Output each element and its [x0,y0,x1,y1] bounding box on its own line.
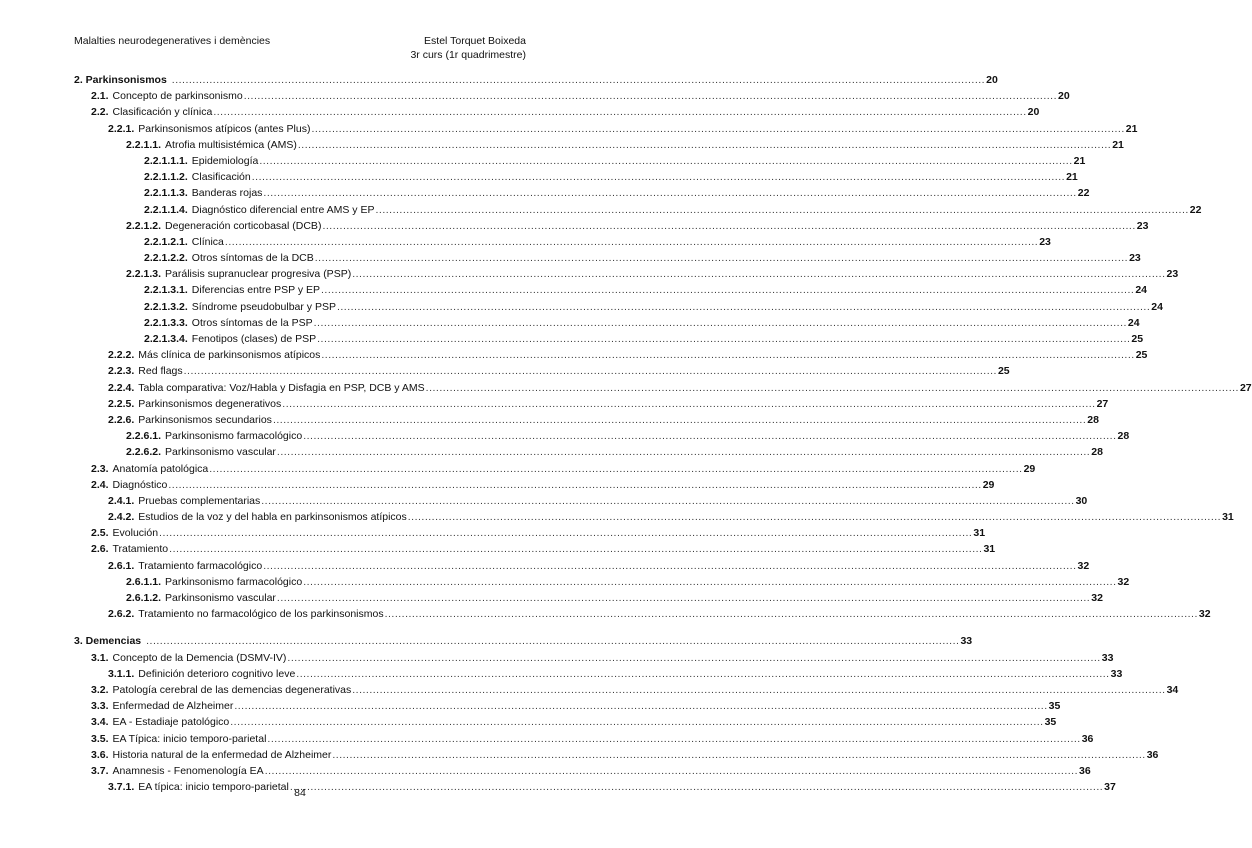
toc-entry[interactable] [74,234,1051,250]
toc-dot-leader [322,218,1135,234]
toc-entry-title: Historia natural de la enfermedad de Alzheimer [112,748,332,761]
toc-entry-title: Concepto de parkinsonismo [112,90,243,103]
toc-entry-page: 23 [1129,252,1141,265]
toc-dot-leader [408,509,1221,525]
toc-section-gap [74,622,527,633]
toc-dot-leader [259,153,1072,169]
toc-dot-leader [252,169,1065,185]
toc-entry-page: 27 [1239,381,1252,394]
toc-entry-title: Otros síntomas de la DCB [191,252,314,265]
toc-entry-title: Parkinsonismo vascular [165,446,276,459]
toc-chapter-entry[interactable] [74,633,973,649]
toc-dot-leader [352,682,1165,698]
toc-entry-title: Tratamiento no farmacológico de los parkinsonismos [138,608,384,621]
toc-dot-leader [146,633,959,649]
toc-entry-title: Parkinsonismo farmacológico [165,430,303,443]
toc-entry[interactable] [74,218,1149,234]
toc-entry-number: 3. Demencias [74,635,142,648]
toc-entry-number: 2.2.1.1.2. [144,171,188,184]
toc-entry-number: 2.2.1.3.1. [144,284,188,297]
header-author: Estel Torquet Boixeda [424,35,526,47]
toc-entry-title: Epidemiología [191,154,259,167]
toc-entry-title: Clasificación y clínica [112,106,213,119]
toc-entry-title: Red flags [138,365,183,378]
toc-entry-number: 3.3. [91,700,109,713]
toc-entry-number: 3.7.1. [108,781,135,794]
toc-entry-page: 28 [1087,413,1099,426]
toc-entry[interactable] [74,412,1099,428]
toc-entry-number: 2.6.1.2. [126,592,162,604]
toc-entry[interactable] [74,590,1103,606]
toc-dot-leader [168,477,981,493]
toc-entry-page: 37 [1104,781,1116,794]
toc-entry-page: 36 [1079,764,1091,777]
toc-entry[interactable] [74,477,995,493]
toc-dot-leader [225,234,1038,250]
toc-entry[interactable] [74,714,1057,730]
toc-entry-number: 2.2.1.1.1. [144,154,188,167]
toc-entry[interactable] [74,444,1103,460]
header-author-block [410,34,526,62]
toc-dot-leader [169,541,982,557]
toc-dot-leader [375,202,1188,218]
toc-entry-number: 2.2.1.1. [126,138,162,151]
header-course-year: 3r curs (1r quadrimestre) [410,49,526,61]
toc-entry-title: Diagnóstico diferencial entre AMS y EP [191,203,375,216]
toc-entry[interactable] [74,169,1078,185]
toc-entry[interactable] [74,347,1148,363]
toc-entry-number: 2.2.1.1.4. [144,203,188,216]
toc-entry-number: 2.5. [91,527,109,540]
toc-dot-leader [213,104,1026,120]
toc-dot-leader [277,590,1090,606]
toc-entry[interactable] [74,698,1061,714]
toc-entry[interactable] [74,574,1130,590]
toc-entry-title: Clínica [191,235,224,248]
toc-entry-title: Tratamiento farmacológico [138,559,263,572]
toc-entry[interactable] [74,493,1088,509]
toc-entry-page: 23 [1039,235,1051,248]
toc-entry[interactable] [74,363,1010,379]
toc-entry-page: 23 [1166,268,1179,281]
toc-entry-title: Parkinsonismo farmacológico [165,575,303,588]
toc-dot-leader [317,331,1130,347]
header-course-title: Malalties neurodegeneratives i demències [74,35,271,47]
toc-entry-number: 2.3. [91,462,109,475]
toc-entry-page: 30 [1075,494,1088,507]
toc-entry-title: Estudios de la voz y del habla en parkinsonismos atípicos [138,511,407,524]
toc-entry-page: 32 [1077,559,1090,572]
toc-dot-leader [287,650,1100,666]
toc-entry-page: 32 [1117,575,1130,588]
toc-entry-page: 27 [1096,397,1109,410]
toc-entry[interactable] [74,525,986,541]
toc-entry-title: Concepto de la Demencia (DSMV-IV) [112,651,287,664]
toc-entry[interactable] [74,666,1123,682]
toc-dot-leader [230,714,1043,730]
toc-entry[interactable] [74,299,1163,315]
toc-entry-page: 25 [1135,349,1148,362]
toc-dot-leader [303,428,1116,444]
toc-entry-page: 22 [1189,203,1202,216]
toc-dot-leader [244,88,1057,104]
toc-dot-leader [184,363,997,379]
toc-entry[interactable] [74,153,1086,169]
toc-entry-title: Clasificación [191,171,251,184]
toc-entry-page: 21 [1112,138,1124,151]
toc-entry-page: 22 [1077,187,1090,200]
toc-entry[interactable] [74,202,1202,218]
toc-dot-leader [282,396,1095,412]
toc-entry-title: Banderas rojas [191,187,263,200]
toc-dot-leader [385,606,1198,622]
toc-entry-title: Enfermedad de Alzheimer [112,700,234,713]
table-of-contents [74,72,1252,795]
toc-entry-title: Degeneración corticobasal (DCB) [165,219,322,232]
toc-entry[interactable] [74,266,1179,282]
toc-entry-number: 2.2.1.3.2. [144,300,188,313]
toc-entry-page: 33 [1110,667,1123,680]
toc-entry-title: Síndrome pseudobulbar y PSP [191,300,336,313]
toc-entry-title: EA Típica: inicio temporo-parietal [112,732,267,745]
toc-entry-number: 3.1. [91,651,109,664]
toc-dot-leader [296,666,1109,682]
toc-entry-title: Patología cerebral de las demencias degenerativas [112,683,352,696]
toc-entry-number: 3.1.1. [108,667,135,680]
toc-entry[interactable] [74,428,1130,444]
toc-entry-title: Pruebas complementarias [138,494,261,507]
toc-entry-page: 20 [986,74,998,86]
toc-dot-leader [352,266,1165,282]
toc-entry[interactable] [74,541,996,557]
toc-chapter-entry[interactable] [74,72,998,88]
toc-entry[interactable] [74,315,1140,331]
toc-entry-number: 2.2.1.3.3. [144,316,188,329]
toc-entry-page: 28 [1117,430,1130,443]
toc-entry-number: 2.2.6. [108,413,135,426]
toc-dot-leader [172,72,985,88]
toc-dot-leader [337,299,1150,315]
toc-entry[interactable] [74,731,1094,747]
toc-entry[interactable] [74,509,1234,525]
toc-entry-number: 2.2.1.2.1. [144,235,188,248]
toc-entry-number: 2.2.5. [108,397,135,410]
toc-dot-leader [277,444,1090,460]
toc-entry-number: 2. Parkinsonismos [74,74,167,86]
toc-entry[interactable] [74,331,1144,347]
toc-entry-number: 2.2.1.2. [126,219,162,232]
toc-entry-page: 28 [1091,446,1103,459]
toc-entry-number: 2.2.1.3. [126,268,162,281]
toc-entry-title: Tratamiento [112,543,169,556]
toc-entry[interactable] [74,763,1091,779]
toc-dot-leader [263,185,1076,201]
toc-entry-title: Parkinsonismo vascular [165,592,276,604]
toc-entry[interactable] [74,606,1211,622]
toc-entry[interactable] [74,650,1114,666]
toc-dot-leader [303,574,1116,590]
toc-entry-page: 21 [1073,154,1086,167]
toc-entry-title: Diagnóstico [112,478,168,491]
toc-dot-leader [314,315,1127,331]
toc-entry-page: 24 [1151,300,1163,313]
toc-entry-page: 32 [1198,608,1211,621]
toc-entry-number: 2.2.1.2.2. [144,252,188,265]
toc-entry-page: 36 [1146,748,1159,761]
toc-entry-number: 3.5. [91,732,109,745]
toc-dot-leader [273,412,1086,428]
toc-entry-number: 2.6.2. [108,608,135,621]
toc-entry-page: 25 [1131,333,1144,345]
toc-entry-page: 21 [1125,122,1138,135]
toc-entry-title: Fenotipos (clases) de PSP [191,333,317,345]
toc-entry-title: Anamnesis - Fenomenología EA [112,764,264,777]
toc-entry-number: 3.2. [91,683,109,696]
toc-entry[interactable] [74,185,1090,201]
toc-entry-title: Diferencias entre PSP y EP [191,284,320,297]
toc-entry-page: 36 [1081,732,1094,745]
toc-entry-number: 2.1. [91,90,109,103]
toc-entry-page: 33 [960,635,973,648]
toc-dot-leader [311,121,1124,137]
toc-entry-title: Evolución [112,527,159,540]
toc-entry-number: 2.2.3. [108,365,135,378]
toc-entry-number: 2.2.2. [108,349,135,362]
toc-entry-number: 2.2.6.2. [126,446,162,459]
toc-dot-leader [267,731,1080,747]
page-number: 84 [294,787,306,799]
toc-entry-title: Anatomía patológica [112,462,209,475]
toc-dot-leader [426,380,1239,396]
toc-entry-page: 29 [1023,462,1036,475]
toc-entry-number: 2.6.1. [108,559,135,572]
toc-entry[interactable] [74,558,1090,574]
toc-dot-leader [321,347,1134,363]
toc-entry-number: 2.4. [91,478,109,491]
toc-entry[interactable] [74,282,1147,298]
toc-entry-page: 20 [1027,106,1040,119]
toc-dot-leader [332,747,1145,763]
toc-entry-number: 2.6. [91,543,109,556]
toc-entry-number: 2.2.4. [108,381,135,394]
toc-dot-leader [234,698,1047,714]
toc-entry-number: 2.2.1.1.3. [144,187,188,200]
toc-entry-title: Parkinsonismos degenerativos [138,397,282,410]
toc-entry[interactable] [74,461,1036,477]
toc-entry-page: 24 [1127,316,1140,329]
toc-entry-page: 21 [1066,171,1078,184]
toc-entry-number: 3.7. [91,764,109,777]
toc-entry[interactable] [74,380,1252,396]
toc-dot-leader [265,763,1078,779]
toc-entry-number: 3.4. [91,716,109,729]
toc-entry-title: EA típica: inicio temporo-parietal [138,781,289,794]
toc-entry-number: 2.4.2. [108,511,135,524]
toc-entry[interactable] [74,250,1141,266]
toc-entry-title: Parkinsonismos atípicos (antes Plus) [138,122,311,135]
toc-entry-number: 2.6.1.1. [126,575,162,588]
toc-entry[interactable] [74,137,1124,153]
toc-entry-number: 2.2.6.1. [126,430,162,443]
toc-entry-number: 3.6. [91,748,109,761]
toc-entry-page: 23 [1136,219,1149,232]
toc-entry-title: Más clínica de parkinsonismos atípicos [138,349,321,362]
toc-entry-page: 31 [983,543,996,556]
toc-entry-page: 32 [1091,592,1103,604]
toc-entry-page: 33 [1101,651,1114,664]
toc-entry-title: Parálisis supranuclear progresiva (PSP) [165,268,352,281]
toc-entry-number: 2.2.1. [108,122,135,135]
toc-dot-leader [298,137,1111,153]
toc-entry-title: EA - Estadiaje patológico [112,716,230,729]
toc-entry-number: 2.2.1.3.4. [144,333,188,345]
toc-entry-page: 24 [1135,284,1147,297]
toc-dot-leader [261,493,1074,509]
toc-entry-page: 25 [997,365,1010,378]
toc-dot-leader [209,461,1022,477]
toc-entry-page: 29 [982,478,995,491]
toc-dot-leader [263,558,1076,574]
toc-entry-page: 35 [1048,700,1061,713]
toc-entry-number: 2.4.1. [108,494,135,507]
toc-entry[interactable] [74,396,1109,412]
toc-entry-page: 20 [1058,90,1070,103]
toc-entry-title: Parkinsonismos secundarios [138,413,272,426]
toc-entry-page: 35 [1044,716,1057,729]
toc-entry[interactable] [74,747,1159,763]
toc-entry-page: 34 [1166,683,1179,696]
toc-entry-page: 31 [1222,511,1234,524]
toc-entry[interactable] [74,104,1040,120]
toc-dot-leader [159,525,972,541]
toc-entry-title: Atrofia multisistémica (AMS) [165,138,297,151]
toc-entry-title: Otros síntomas de la PSP [191,316,313,329]
toc-entry[interactable] [74,682,1179,698]
toc-entry-page: 31 [973,527,986,540]
toc-entry-title: Definición deterioro cognitivo leve [138,667,296,680]
toc-dot-leader [315,250,1128,266]
toc-entry[interactable] [74,88,1070,104]
toc-dot-leader [321,282,1134,298]
toc-entry[interactable] [74,121,1138,137]
toc-entry-number: 2.2. [91,106,109,119]
toc-entry-title: Tabla comparativa: Voz/Habla y Disfagia en PSP, DCB y AMS [138,381,425,394]
